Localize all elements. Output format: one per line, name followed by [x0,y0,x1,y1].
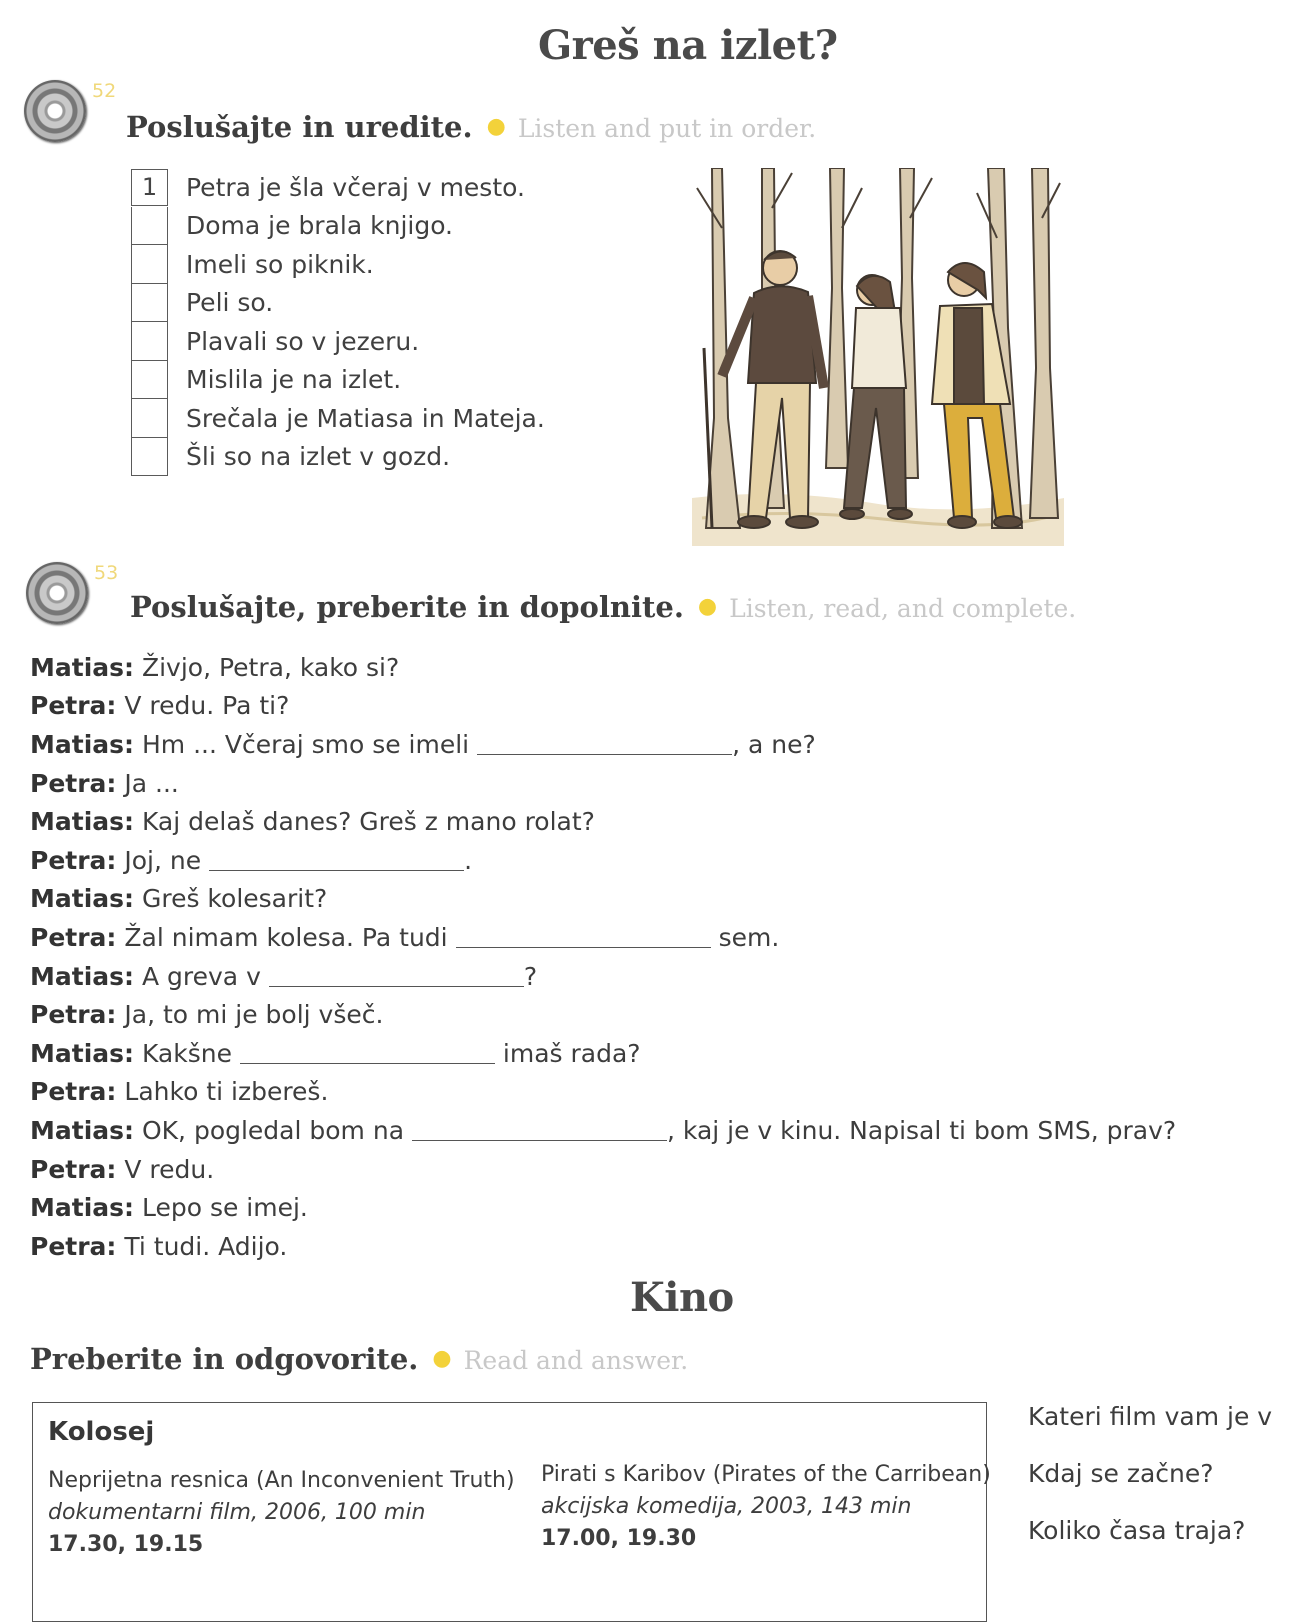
exercise1-heading [126,110,816,144]
line-text: Ja ... [116,768,179,798]
order-number-box[interactable] [131,322,168,361]
film-title: Pirati s Karibov (Pirates of the Carribean) [541,1462,991,1487]
exercise2-heading-english: Listen, read, and complete. [729,594,1077,623]
question-3: Koliko časa traja? [1028,1516,1246,1545]
line-text: Kakšne [134,1038,232,1068]
question-1: Kateri film vam je v [1028,1402,1273,1431]
line-text-after: , kaj je v kinu. Napisal ti bom SMS, prav? [667,1115,1177,1145]
dialogue-line [30,802,1176,841]
order-item [131,245,545,284]
speaker-name: Petra: [30,691,117,721]
speaker-name: Matias: [30,961,135,991]
order-item-text: Petra je šla včeraj v mesto. [186,172,525,202]
dialogue-line [30,1188,1176,1227]
line-text: Joj, ne [116,845,202,875]
line-text-after: ? [523,961,538,991]
order-item-text: Peli so. [186,288,274,318]
audio-cd-icon[interactable] [24,80,86,142]
order-item [131,284,545,323]
line-text: A greva v [134,961,261,991]
dialogue-line [30,687,1176,726]
dialogue-line [30,1111,1176,1150]
fill-in-blank[interactable] [456,927,711,948]
order-item [131,207,545,246]
dialogue-line [30,1150,1176,1189]
line-text: Hm ... Včeraj smo se imeli [134,729,470,759]
dialogue [30,648,1176,1266]
line-text-after: sem. [710,922,780,952]
exercise3-heading [30,1342,688,1376]
dialogue-line [30,957,1176,996]
line-text: OK, pogledal bom na [134,1115,405,1145]
order-item [131,438,545,477]
bullet-dot-icon: ● [697,593,718,619]
line-text: Ti tudi. Adijo. [116,1231,288,1261]
track-number-2: 53 [94,562,119,584]
order-number-box[interactable] [131,207,168,246]
order-item [131,361,545,400]
fill-in-blank[interactable] [240,1043,495,1064]
speaker-name: Matias: [30,807,135,837]
fill-in-blank[interactable] [477,734,732,755]
page-title: Greš na izlet? [538,22,838,69]
speaker-name: Matias: [30,884,135,914]
dialogue-line [30,1073,1176,1112]
film-listing [541,1459,991,1555]
order-item [131,322,545,361]
fill-in-blank[interactable] [209,850,464,871]
line-text: Žal nimam kolesa. Pa tudi [116,922,448,952]
line-text: Kaj delaš danes? Greš z mano rolat? [134,807,595,837]
speaker-name: Petra: [30,922,117,952]
dialogue-line [30,648,1176,687]
line-text-after: . [464,845,473,875]
audio-cd-icon-2[interactable] [26,562,88,624]
film-meta: dokumentarni film, 2006, 100 min [48,1500,426,1525]
line-text: Živjo, Petra, kako si? [134,652,400,682]
speaker-name: Matias: [30,1193,135,1223]
order-item-text: Mislila je na izlet. [186,365,402,395]
exercise2-heading-text: Poslušajte, preberite in dopolnite. [130,590,684,624]
order-number-box[interactable] [131,399,168,438]
order-item [131,168,545,207]
speaker-name: Matias: [30,1038,135,1068]
cinema-name: Kolosej [48,1417,155,1447]
forest-hikers-illustration [692,168,1064,546]
speaker-name: Matias: [30,729,135,759]
dialogue-line [30,880,1176,919]
film-meta: akcijska komedija, 2003, 143 min [541,1494,912,1519]
speaker-name: Petra: [30,1077,117,1107]
speaker-name: Petra: [30,1000,117,1030]
exercise1-heading-english: Listen and put in order. [517,114,817,143]
fill-in-blank[interactable] [269,966,524,987]
dialogue-line [30,725,1176,764]
speaker-name: Matias: [30,1115,135,1145]
question-2: Kdaj se začne? [1028,1459,1214,1488]
dialogue-line [30,764,1176,803]
dialogue-line [30,841,1176,880]
exercise3-heading-english: Read and answer. [463,1346,689,1375]
speaker-name: Petra: [30,768,117,798]
order-number-box[interactable] [131,438,168,477]
film-title: Neprijetna resnica (An Inconvenient Truth) [48,1468,515,1493]
cinema-listing [32,1402,991,1622]
line-text-after: imaš rada? [494,1038,641,1068]
dialogue-line [30,995,1176,1034]
order-item-text: Šli so na izlet v gozd. [186,442,451,472]
order-item-text: Imeli so piknik. [186,249,374,279]
film-times: 17.00, 19.30 [541,1526,697,1551]
order-item-text: Doma je brala knjigo. [186,211,454,241]
order-number-box[interactable]: 1 [131,169,168,206]
line-text: Lahko ti izbereš. [116,1077,329,1107]
line-text: Ja, to mi je bolj všeč. [116,1000,384,1030]
film-listing [48,1465,515,1561]
exercise3-heading-text: Preberite in odgovorite. [30,1342,419,1376]
line-text: V redu. [116,1154,215,1184]
fill-in-blank[interactable] [412,1120,667,1141]
line-text: Greš kolesarit? [134,884,328,914]
film-times: 17.30, 19.15 [48,1532,204,1557]
speaker-name: Petra: [30,1154,117,1184]
order-number-box[interactable] [131,284,168,323]
section-title: Kino [630,1274,734,1321]
track-number: 52 [92,80,117,102]
line-text-after: , a ne? [732,729,816,759]
speaker-name: Petra: [30,845,117,875]
bullet-dot-icon: ● [432,1345,452,1371]
dialogue-line [30,1227,1176,1266]
speaker-name: Matias: [30,652,135,682]
order-list [131,168,545,476]
line-text: Lepo se imej. [134,1193,308,1223]
order-item-text: Plavali so v jezeru. [186,326,420,356]
order-item [131,399,545,438]
order-number-box[interactable] [131,245,168,284]
dialogue-line [30,918,1176,957]
exercise2-heading [130,590,1076,624]
bullet-dot-icon: ● [486,113,506,139]
order-number-box[interactable] [131,361,168,400]
order-item-text: Srečala je Matiasa in Mateja. [186,403,545,433]
line-text: V redu. Pa ti? [116,691,290,721]
dialogue-line [30,1034,1176,1073]
speaker-name: Petra: [30,1231,117,1261]
exercise1-heading-text: Poslušajte in uredite. [126,110,473,144]
